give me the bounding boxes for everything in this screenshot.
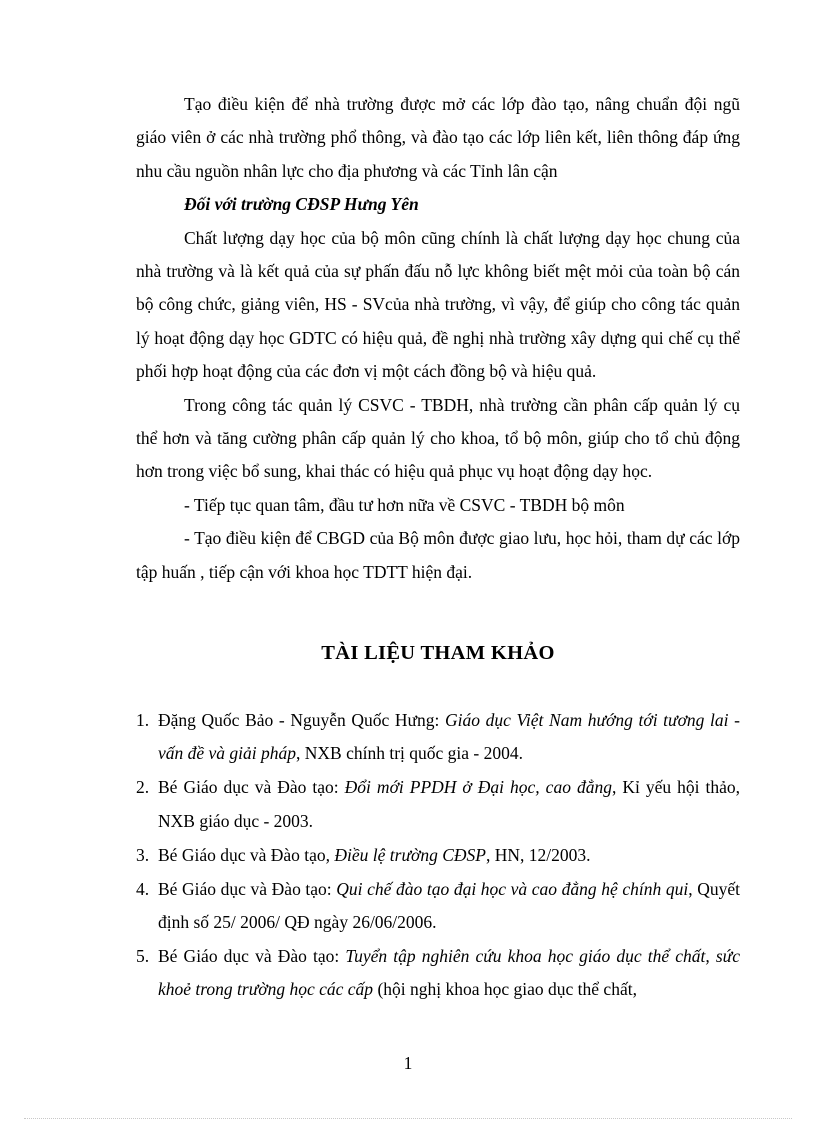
- reference-number: 2.: [136, 777, 150, 798]
- reference-item: [136, 771, 740, 838]
- references-heading: TÀI LIỆU THAM KHẢO: [321, 642, 555, 664]
- body-text: [136, 88, 740, 589]
- reference-publisher: , Kỉ yếu hội thảo, NXB giáo dục - 2003.: [158, 777, 740, 831]
- reference-title: Tuyển tập nghiên cứu khoa học giáo dục thể chất, sức khoẻ trong trường học các cấp: [158, 945, 740, 1000]
- paragraph-3: Trong công tác quản lý CSVC - TBDH, nhà trường cần phân cấp quản lý cụ thể hơn và tăng cường phân cấp quản lý cho khoa, tổ bộ môn, giúp cho tổ chủ động hơn trong việc bổ sung, khai thác có hiệu quả phục vụ hoạt động dạy học.: [136, 394, 740, 482]
- reference-author: Bé Giáo dục và Đào tạo:: [158, 777, 345, 798]
- reference-number: 5.: [136, 945, 150, 966]
- reference-item: [136, 839, 740, 872]
- reference-title: , Điều lệ trường CĐSP: [325, 844, 486, 865]
- reference-number: 1.: [136, 710, 150, 730]
- reference-list: [136, 704, 740, 1007]
- reference-item: [136, 873, 740, 940]
- reference-number: 4.: [136, 878, 150, 899]
- reference-publisher: , HN, 12/2003.: [486, 844, 591, 865]
- reference-publisher: , Quyết định số 25/ 2006/ QĐ ngày 26/06/2006.: [158, 878, 740, 932]
- reference-item: [136, 940, 740, 1007]
- reference-number: 3.: [136, 844, 150, 865]
- paragraph-4: - Tiếp tục quan tâm, đầu tư hơn nữa về CSVC - TBDH bộ môn: [184, 494, 625, 515]
- reference-title: Giáo dục Việt Nam hướng tới tương lai - vấn đề và giải pháp: [158, 710, 740, 764]
- reference-publisher: (hội nghị khoa học giao dục thể chất,: [373, 979, 637, 1000]
- reference-author: Bé Giáo dục và Đào tạo: [158, 844, 326, 865]
- reference-publisher: , NXB chính trị quốc gia - 2004.: [296, 743, 524, 764]
- page-number: 1: [403, 1053, 413, 1073]
- reference-title: Qui chế đào tạo đại học và cao đẳng hệ chính qui: [336, 878, 689, 899]
- paragraph-1: Tạo điều kiện để nhà trường được mở các lớp đào tạo, nâng chuẩn đội ngũ giáo viên ở các nhà trường phổ thông, và đào tạo các lớp liên kết, liên thông đáp ứng nhu cầu nguồn nhân lực cho địa phương và các Tỉnh lân cận: [136, 94, 740, 181]
- reference-title: Đổi mới PPDH ở Đại học, cao đẳng: [344, 777, 612, 798]
- paragraph-5: - Tạo điều kiện để CBGD của Bộ môn được giao lưu, học hỏi, tham dự các lớp tập huấn , tiếp cận với khoa học TDTT hiện đại.: [136, 528, 740, 582]
- reference-author: Đặng Quốc Bảo - Nguyễn Quốc Hưng:: [158, 710, 446, 730]
- paragraph-2: Chất lượng dạy học của bộ môn cũng chính là chất lượng dạy học chung của nhà trường và là kết quả của sự phấn đấu nỗ lực không biết mệt mỏi của toàn bộ cán bộ công chức, giảng viên, HS - SVcủa nhà trường, vì vậy, để giúp cho công tác quản lý hoạt động dạy học GDTC có hiệu quả, đề nghị nhà trường xây dựng qui chế cụ thể phối hợp hoạt động của các đơn vị một cách đồng bộ và hiệu quả.: [136, 227, 740, 382]
- reference-author: Bé Giáo dục và Đào tạo:: [158, 878, 337, 899]
- reference-author: Bé Giáo dục và Đào tạo:: [158, 945, 346, 966]
- page-bottom-divider: [24, 1118, 792, 1119]
- section-subheading: Đối với trường CĐSP Hưng Yên: [184, 194, 419, 215]
- reference-item: [136, 704, 740, 771]
